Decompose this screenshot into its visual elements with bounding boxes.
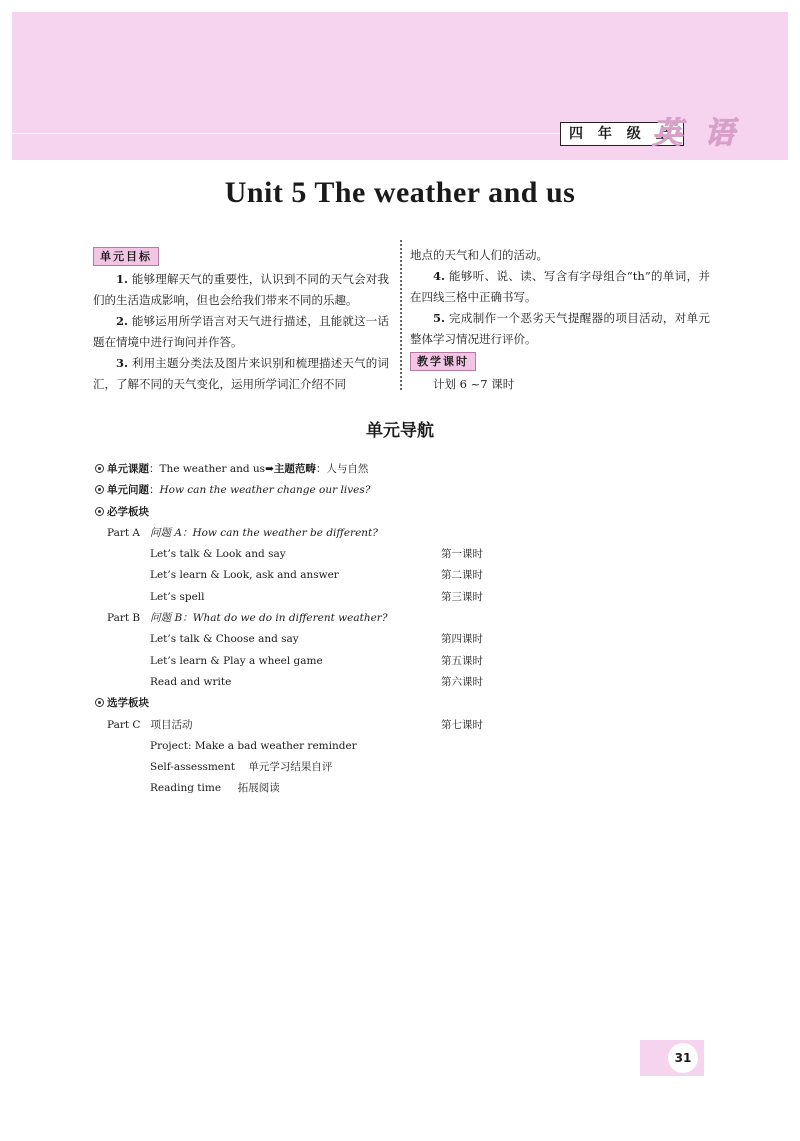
page-number: 31	[668, 1043, 698, 1073]
part-a-row: Part A 问题 A：How can the weather be different?	[107, 526, 378, 539]
lesson-row: Let’s learn & Look, ask and answer 第二课时	[150, 569, 483, 582]
arrow-right-icon: ➡	[265, 463, 274, 475]
unit-navigation	[95, 459, 615, 800]
part-b-row: Part B 问题 B：What do we do in different weather?	[107, 612, 388, 625]
part-c-row: Part C 项目活动 第七课时	[107, 718, 483, 731]
lesson-row: Let’s learn & Play a wheel game 第五课时	[150, 654, 483, 667]
objective-item: 2. 能够运用所学语言对天气进行描述，且能就这一话题在情境中进行询问并作答。	[93, 314, 389, 349]
bullet-icon	[95, 698, 104, 707]
unit-question-row: 单元问题：How can the weather change our lives?	[95, 480, 615, 501]
lesson-row: Let’s talk & Look and say 第一课时	[150, 548, 483, 561]
bullet-icon	[95, 507, 104, 516]
activity-row: Project: Make a bad weather reminder	[150, 739, 357, 752]
lesson-row: Let’s talk & Choose and say 第四课时	[150, 633, 483, 646]
required-section-row: 必学板块	[95, 502, 615, 523]
activity-row: Self-assessment 单元学习结果自评	[150, 761, 333, 774]
objective-item: 3. 利用主题分类法及图片来识别和梳理描述天气的词汇，了解不同的天气变化，运用所学词汇介绍不同	[93, 356, 390, 391]
header-rule	[12, 133, 572, 134]
objectives-right-column	[410, 245, 710, 395]
objective-item: 4. 能够听、说、读、写含有字母组合“th”的单词，并在四线三格中正确书写。	[410, 269, 710, 304]
objective-item: 1. 能够理解天气的重要性，认识到不同的天气会对我们的生活造成影响，但也会给我们带来不同的乐趣。	[93, 272, 389, 307]
activity-row: Reading time 拓展阅读	[150, 782, 280, 795]
periods-tag: 教学课时	[410, 352, 476, 371]
optional-section-row: 选学板块	[95, 693, 615, 714]
column-divider	[400, 240, 402, 390]
bullet-icon	[95, 464, 104, 473]
objectives-left-column	[93, 245, 389, 395]
lesson-row: Read and write 第六课时	[150, 675, 483, 688]
periods-text: 计划 6 ~7 课时	[433, 377, 515, 391]
bullet-icon	[95, 485, 104, 494]
objectives-tag: 单元目标	[93, 247, 159, 266]
unit-navigation-title: 单元导航	[366, 421, 434, 441]
subject-label: 英 语	[652, 116, 741, 151]
page-title: Unit 5 The weather and us	[224, 176, 576, 209]
lesson-row: Let’s spell 第三课时	[150, 590, 483, 603]
objective-item: 5. 完成制作一个恶劣天气提醒器的项目活动，对单元整体学习情况进行评价。	[410, 311, 710, 346]
objective-continued: 地点的天气和人们的活动。	[410, 248, 548, 262]
grade-label: 四 年 级 上	[560, 122, 684, 146]
unit-topic-row: 单元课题：The weather and us➡主题范畴：人与自然	[95, 459, 615, 480]
